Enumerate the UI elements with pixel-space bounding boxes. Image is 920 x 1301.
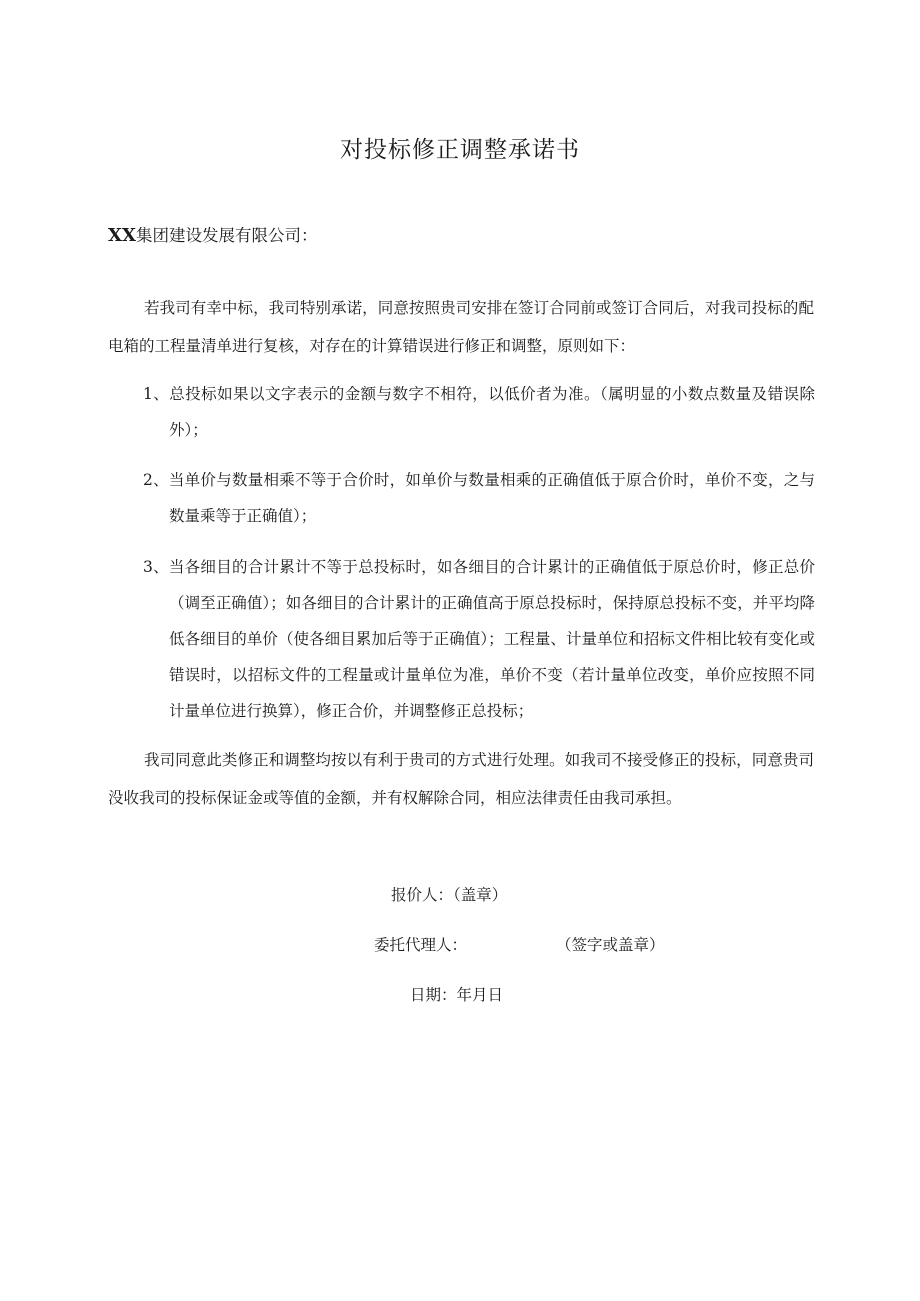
date-line: 日期：年月日 <box>410 986 504 1004</box>
clause-1 <box>143 376 815 448</box>
clause-text: 当各细目的合计累计不等于总投标时，如各细目的合计累计的正确值低于原总价时，修正总价（调至正确值）；如各细目的合计累计的正确值高于原总投标时，保持原总投标不变，并平均降低各细目的单价（使各细目累加后等于正确值）；工程量、计量单位和招标文件相比较有变化或错误时，以招标文件的工程量或计量单位为准，单价不变（若计量单位改变，单价应按照不同计量单位进行换算），修正合价，并调整修正总投标； <box>168 558 815 720</box>
clause-text: 总投标如果以文字表示的金额与数字不相符，以低价者为准。（属明显的小数点数量及错误除外）； <box>169 385 815 439</box>
addressee-prefix: XX <box>108 225 136 246</box>
clause-number: 2、 <box>143 471 169 489</box>
agent-signature-note: （签字或盖章） <box>556 936 665 954</box>
clause-3 <box>143 549 815 729</box>
agent-signature-label: 委托代理人： <box>374 936 468 954</box>
document-title: 对投标修正调整承诺书 <box>340 137 580 163</box>
clause-2 <box>143 462 815 534</box>
addressee-line <box>108 222 317 250</box>
clause-text: 当单价与数量相乘不等于合价时，如单价与数量相乘的正确值低于原合价时，单价不变，之与数量乘等于正确值）； <box>168 471 815 525</box>
intro-paragraph: 若我司有幸中标，我司特别承诺，同意按照贵司安排在签订合同前或签订合同后，对我司投标的配电箱的工程量清单进行复核，对存在的计算错误进行修正和调整，原则如下： <box>108 299 814 355</box>
clause-number: 3、 <box>143 558 169 576</box>
quoter-signature-line: 报价人：（盖章） <box>391 886 508 904</box>
closing-paragraph: 我司同意此类修正和调整均按以有利于贵司的方式进行处理。如我司不接受修正的投标，同意贵司没收我司的投标保证金或等值的金额，并有权解除合同，相应法律责任由我司承担。 <box>108 751 814 807</box>
addressee-name: 集团建设发展有限公司： <box>135 226 318 245</box>
clause-number: 1、 <box>143 385 170 403</box>
